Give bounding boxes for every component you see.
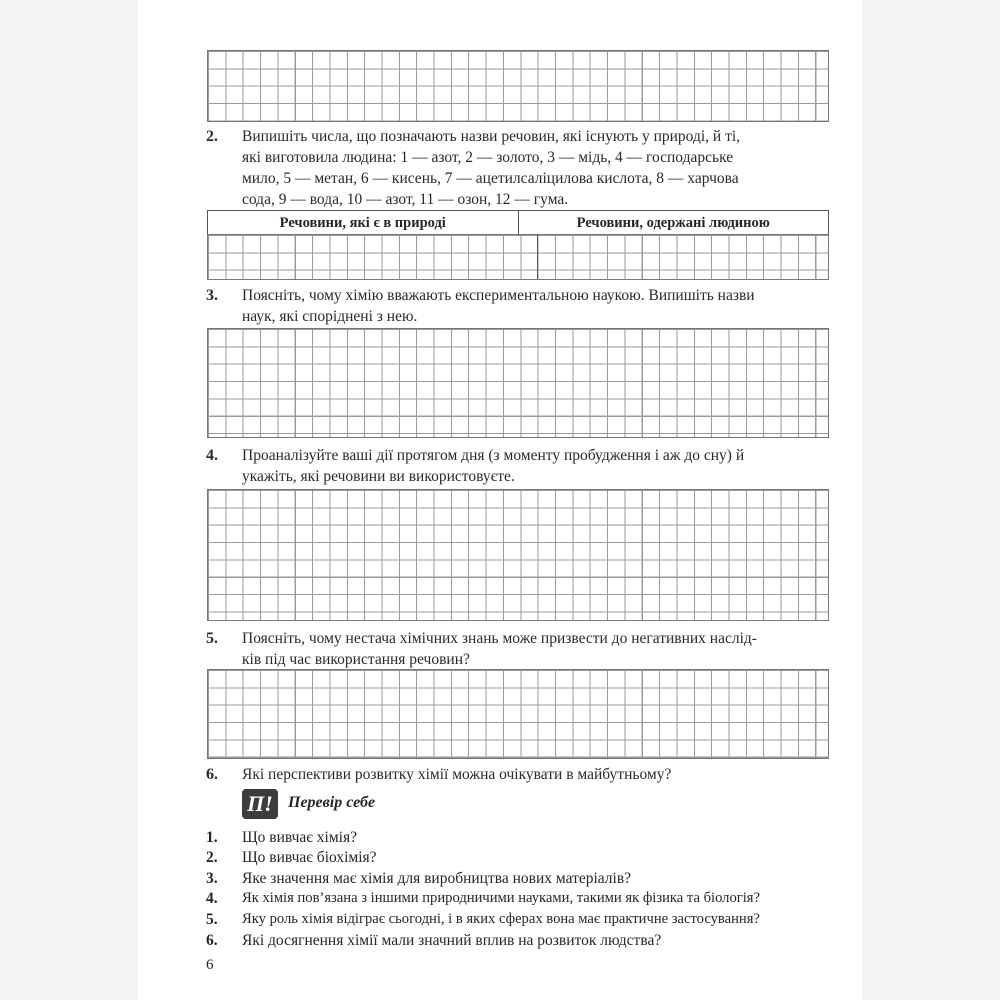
table-divider (537, 234, 538, 279)
task-number: 2. (206, 128, 218, 145)
task-number: 6. (206, 766, 218, 783)
question-text: Що вивчає хімія? (242, 829, 357, 846)
answer-grid-5[interactable] (207, 669, 829, 759)
question-text: Які досягнення хімії мали значний вплив на розвиток людства? (242, 932, 662, 949)
task-text (242, 445, 832, 487)
substances-table-grid[interactable] (207, 234, 829, 280)
task-line: Поясніть, чому хімію вважають експериментальною наукою. Випишіть назви (242, 287, 755, 304)
question-number: 2. (206, 849, 218, 866)
question-text: Яке значення має хімія для виробництва нових матеріалів? (242, 870, 632, 887)
question-number: 5. (206, 911, 218, 928)
question-number: 4. (206, 890, 218, 907)
question-number: 1. (206, 829, 218, 846)
answer-grid-4[interactable] (207, 489, 829, 621)
question-text: Як хімія пов’язана з іншими природничими науками, такими як фізика та біологія? (242, 890, 760, 906)
workbook-page (138, 0, 862, 1000)
task-number: 3. (206, 287, 218, 304)
task-line: укажіть, які речовини ви використовуєте. (242, 468, 515, 485)
question-number: 6. (206, 932, 218, 949)
task-line: Випишіть числа, що позначають назви речовин, які існують у природі, й ті, (242, 128, 741, 145)
question-text: Що вивчає біохімія? (242, 849, 377, 866)
page-number: 6 (206, 957, 214, 973)
table-column-man-made: Речовини, одержані людиною (576, 215, 770, 231)
task-text (242, 126, 832, 210)
check-yourself-badge: П! (242, 789, 278, 819)
task-text (242, 628, 832, 670)
table-column-natural: Речовини, які є в природі (208, 211, 519, 235)
task-line: мило, 5 — метан, 6 — кисень, 7 — ацетилсаліцилова кислота, 8 — харчова (242, 170, 739, 187)
check-yourself-title: Перевір себе (288, 794, 376, 811)
task-number: 4. (206, 447, 218, 464)
task-line: Які перспективи розвитку хімії можна очікувати в майбутньому? (242, 766, 672, 783)
answer-grid-1[interactable] (207, 50, 829, 122)
task-text (242, 285, 832, 327)
substances-table-header (207, 210, 829, 236)
question-number: 3. (206, 870, 218, 887)
task-number: 5. (206, 630, 218, 647)
task-text (242, 764, 832, 785)
task-line: сода, 9 — вода, 10 — азот, 11 — озон, 12 — гума. (242, 191, 569, 208)
question-text: Яку роль хімія відіграє сьогодні, і в яких сферах вона має практичне застосування? (242, 911, 760, 927)
task-line: ків під час використання речовин? (242, 651, 470, 668)
task-line: Проаналізуйте ваші дії протягом дня (з моменту пробудження і аж до сну) й (242, 447, 745, 464)
task-line: які виготовила людина: 1 — азот, 2 — золото, 3 — мідь, 4 — господарське (242, 149, 734, 166)
task-line: наук, які споріднені з нею. (242, 308, 418, 325)
answer-grid-3[interactable] (207, 328, 829, 438)
task-line: Поясніть, чому нестача хімічних знань може призвести до негативних наслід- (242, 630, 757, 647)
